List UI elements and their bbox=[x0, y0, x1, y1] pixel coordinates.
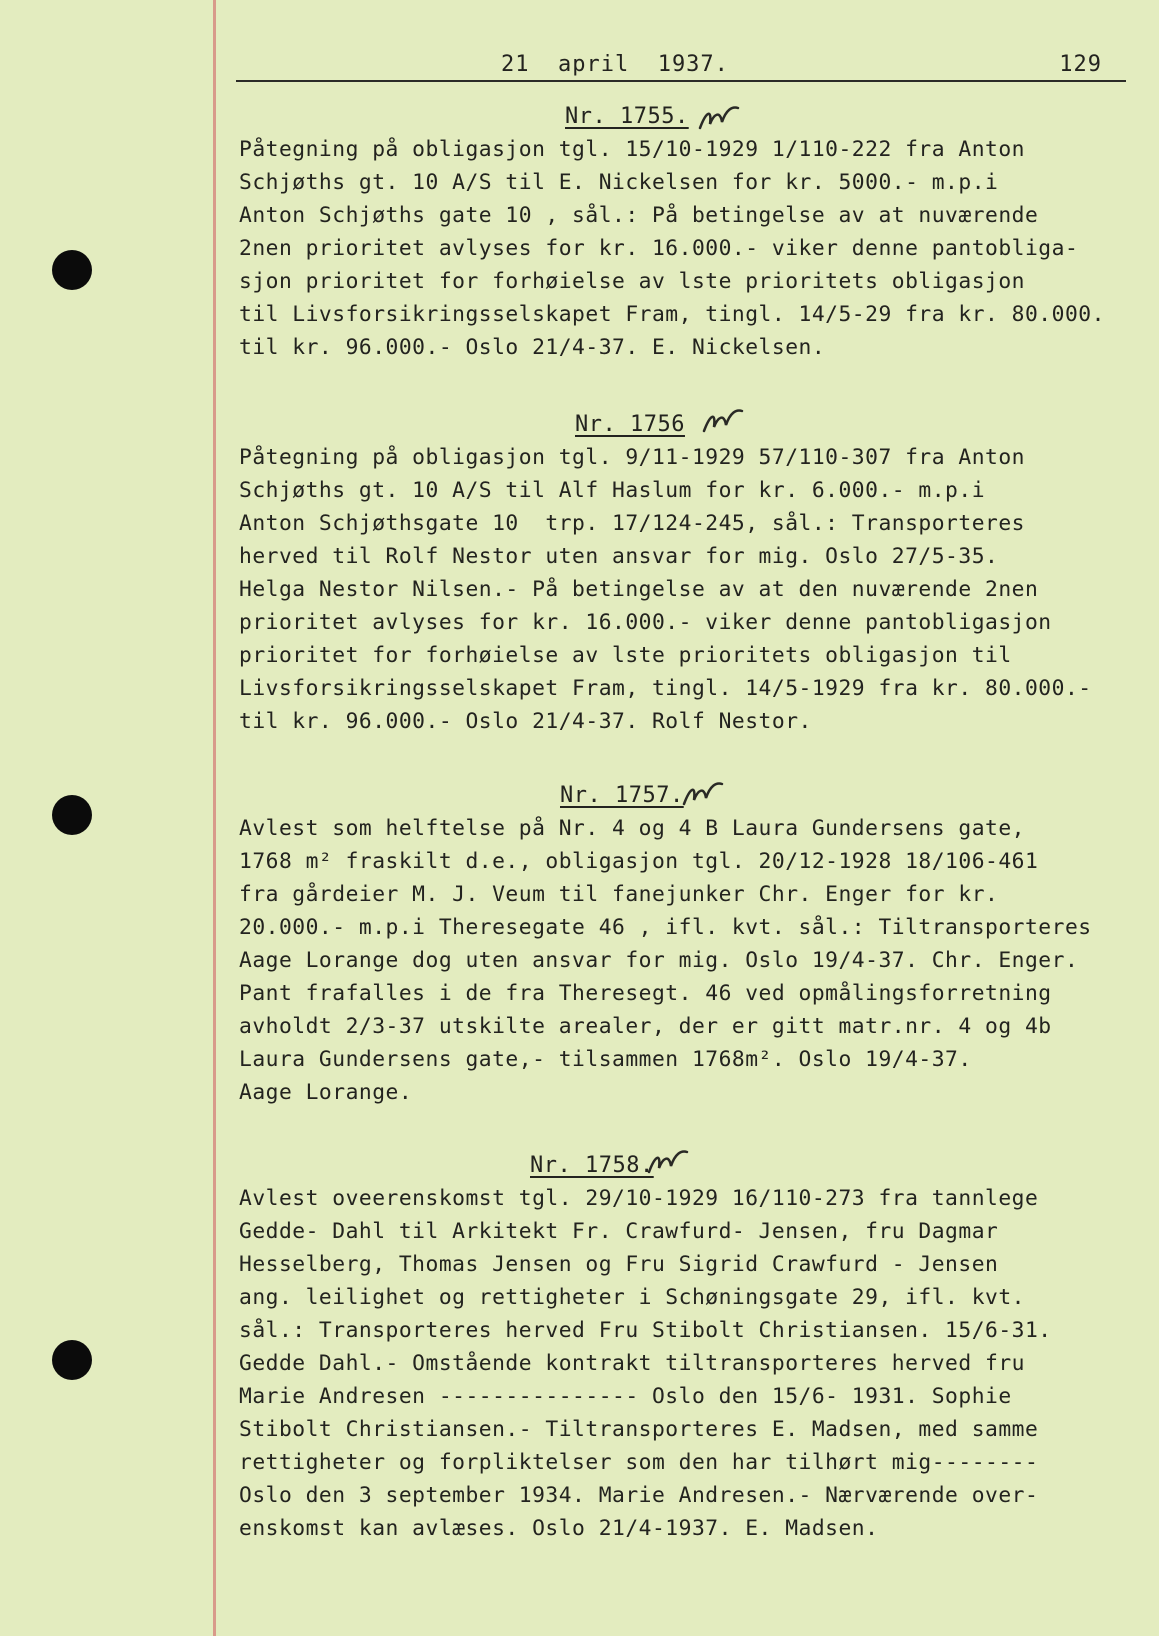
page-number: 129 bbox=[1059, 52, 1102, 77]
entry-text-line: Avlest oveerenskomst tgl. 29/10-1929 16/110-273 fra tannlege bbox=[239, 1186, 1039, 1211]
entry-text-line: Påtegning på obligasjon tgl. 9/11-1929 57/110-307 fra Anton bbox=[239, 445, 1025, 470]
entry-text-line: 2nen prioritet avlyses for kr. 16.000.- viker denne pantobliga- bbox=[239, 236, 1079, 261]
entry-text-line: Gedde- Dahl til Arkitekt Fr. Crawfurd- Jensen, fru Dagmar bbox=[239, 1219, 999, 1244]
entry-text-line: Hesselberg, Thomas Jensen og Fru Sigrid Crawfurd - Jensen bbox=[239, 1252, 999, 1277]
binder-hole bbox=[52, 795, 92, 835]
entry-text-line: Marie Andresen --------------- Oslo den 15/6- 1931. Sophie bbox=[239, 1384, 1012, 1409]
entry-text-line: Livsforsikringsselskapet Fram, tingl. 14/5-1929 fra kr. 80.000.- bbox=[239, 676, 1092, 701]
binder-hole bbox=[52, 250, 92, 290]
entry-text-line: Stibolt Christiansen.- Tiltransporteres E. Madsen, med samme bbox=[239, 1417, 1039, 1442]
entry-text-line: ang. leilighet og rettigheter i Schøningsgate 29, ifl. kvt. bbox=[239, 1285, 1025, 1310]
entry-number: Nr. 1757. bbox=[560, 783, 684, 808]
entry-text-line: Helga Nestor Nilsen.- På betingelse av at den nuværende 2nen bbox=[239, 577, 1039, 602]
initials-mark bbox=[680, 778, 726, 812]
entry-text-line: til Livsforsikringsselskapet Fram, tingl. 14/5-29 fra kr. 80.000. bbox=[239, 302, 1105, 327]
entry-text-line: 1768 m² fraskilt d.e., obligasjon tgl. 20/12-1928 18/106-461 bbox=[239, 849, 1039, 874]
entry-text-line: til kr. 96.000.- Oslo 21/4-37. E. Nickelsen. bbox=[239, 335, 826, 360]
entry-text-line: Aage Lorange. bbox=[239, 1080, 413, 1105]
entry-text-line: Gedde Dahl.- Omstående kontrakt tiltransporteres herved fru bbox=[239, 1351, 1025, 1376]
entry-number: Nr. 1758. bbox=[530, 1153, 654, 1178]
entry-text-line: Oslo den 3 september 1934. Marie Andresen.- Nærværende over- bbox=[239, 1483, 1039, 1508]
entry-text-line: Påtegning på obligasjon tgl. 15/10-1929 1/110-222 fra Anton bbox=[239, 137, 1025, 162]
entry-number: Nr. 1756 bbox=[575, 412, 685, 437]
entry-text-line: sål.: Transporteres herved Fru Stibolt Christiansen. 15/6-31. bbox=[239, 1318, 1052, 1343]
entry-text-line: Pant frafalles i de fra Theresegt. 46 ved opmålingsforretning bbox=[239, 981, 1052, 1006]
binder-hole bbox=[52, 1340, 92, 1380]
entry-text-line: fra gårdeier M. J. Veum til fanejunker Chr. Enger for kr. bbox=[239, 882, 999, 907]
margin-rule bbox=[213, 0, 216, 1636]
entry-text-line: Anton Schjøths gate 10 , sål.: På betingelse av at nuværende bbox=[239, 203, 1039, 228]
entry-text-line: Anton Schjøthsgate 10 trp. 17/124-245, sål.: Transporteres bbox=[239, 511, 1025, 536]
entry-text-line: herved til Rolf Nestor uten ansvar for mig. Oslo 27/5-35. bbox=[239, 544, 999, 569]
initials-mark bbox=[645, 1146, 691, 1180]
header-date: 21 april 1937. bbox=[501, 52, 729, 77]
entry-text-line: avholdt 2/3-37 utskilte arealer, der er gitt matr.nr. 4 og 4b bbox=[239, 1014, 1052, 1039]
entry-text-line: Aage Lorange dog uten ansvar for mig. Oslo 19/4-37. Chr. Enger. bbox=[239, 948, 1079, 973]
entry-text-line: til kr. 96.000.- Oslo 21/4-37. Rolf Nestor. bbox=[239, 709, 812, 734]
entry-text-line: Avlest som helftelse på Nr. 4 og 4 B Laura Gundersens gate, bbox=[239, 816, 1025, 841]
page-header bbox=[236, 50, 1126, 82]
entry-number: Nr. 1755. bbox=[565, 104, 689, 129]
initials-mark bbox=[696, 102, 742, 136]
entry-text-line: prioritet for forhøielse av lste prioritets obligasjon til bbox=[239, 643, 1012, 668]
initials-mark bbox=[700, 405, 746, 439]
entry-text-line: Schjøths gt. 10 A/S til Alf Haslum for kr. 6.000.- m.p.i bbox=[239, 478, 986, 503]
entry-text-line: prioritet avlyses for kr. 16.000.- viker denne pantobligasjon bbox=[239, 610, 1052, 635]
entry-text-line: Schjøths gt. 10 A/S til E. Nickelsen for kr. 5000.- m.p.i bbox=[239, 170, 999, 195]
entry-text-line: rettigheter og forpliktelser som den har tilhørt mig-------- bbox=[239, 1450, 1039, 1475]
entry-text-line: sjon prioritet for forhøielse av lste prioritets obligasjon bbox=[239, 269, 1025, 294]
entry-text-line: enskomst kan avlæses. Oslo 21/4-1937. E. Madsen. bbox=[239, 1516, 879, 1541]
entry-text-line: 20.000.- m.p.i Theresegate 46 , ifl. kvt. sål.: Tiltransporteres bbox=[239, 915, 1092, 940]
entry-text-line: Laura Gundersens gate,- tilsammen 1768m². Oslo 19/4-37. bbox=[239, 1047, 972, 1072]
